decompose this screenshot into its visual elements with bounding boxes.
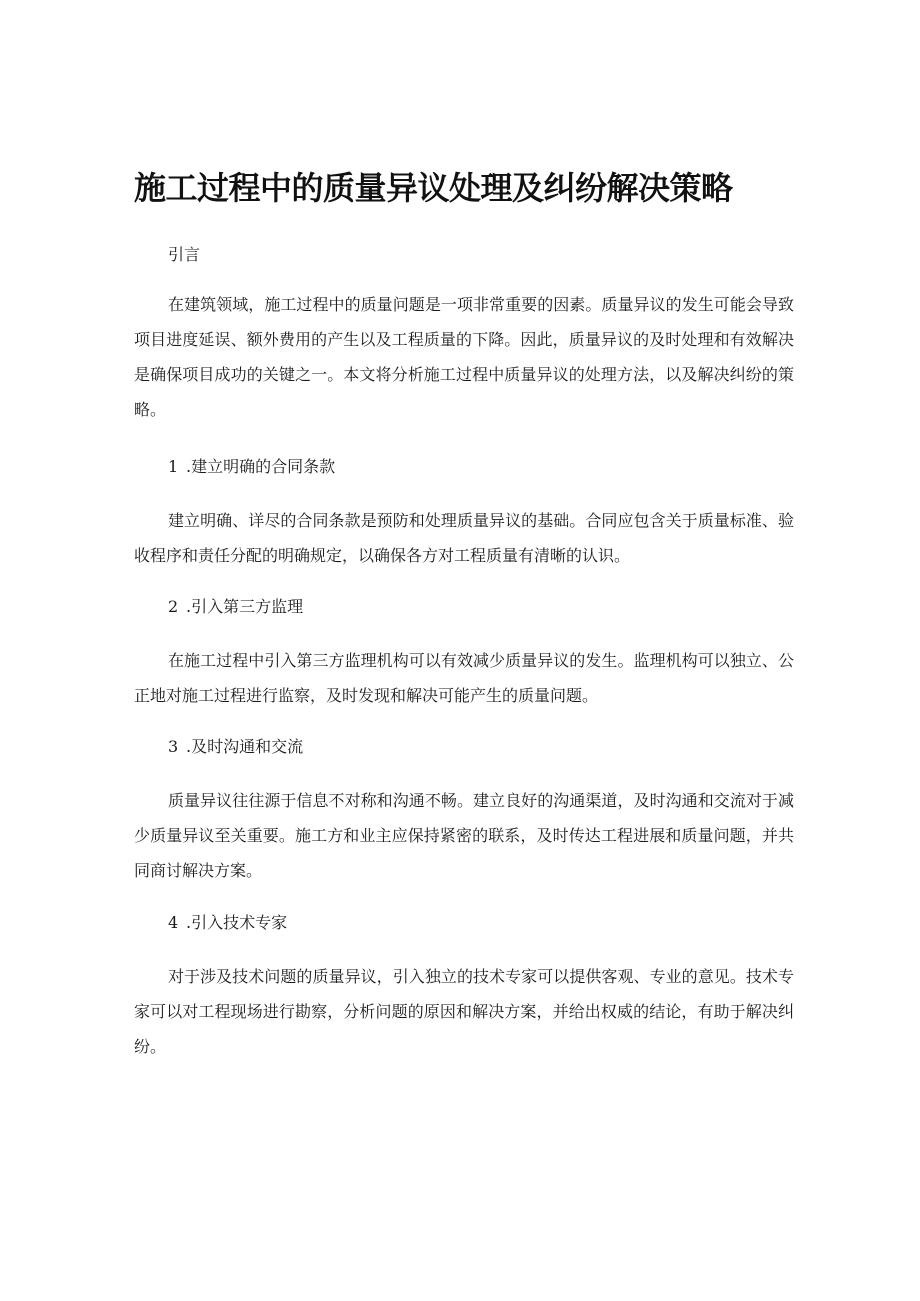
section-1-title: .建立明确的合同条款 xyxy=(186,457,336,476)
section-2-heading xyxy=(168,595,303,619)
section-2-paragraph: 在施工过程中引入第三方监理机构可以有效减少质量异议的发生。监理机构可以独立、公正地对施工过程进行监察，及时发现和解决可能产生的质量问题。 xyxy=(134,651,794,705)
section-1-paragraph: 建立明确、详尽的合同条款是预防和处理质量异议的基础。合同应包含关于质量标准、验收程序和责任分配的明确规定，以确保各方对工程质量有清晰的认识。 xyxy=(134,511,794,565)
section-4-heading xyxy=(168,911,287,935)
section-1-heading xyxy=(168,455,335,479)
section-2-number: 2 xyxy=(168,597,179,616)
section-4-title: .引入技术专家 xyxy=(186,913,288,932)
section-3-paragraph: 质量异议往往源于信息不对称和沟通不畅。建立良好的沟通渠道，及时沟通和交流对于减少质量异议至关重要。施工方和业主应保持紧密的联系，及时传达工程进展和质量问题，并共同商讨解决方案。 xyxy=(134,791,794,880)
section-1-number: 1 xyxy=(168,457,179,476)
section-4-paragraph: 对于涉及技术问题的质量异议，引入独立的技术专家可以提供客观、专业的意见。技术专家可以对工程现场进行勘察，分析问题的原因和解决方案，并给出权威的结论，有助于解决纠纷。 xyxy=(134,967,794,1056)
section-4-number: 4 xyxy=(168,913,179,932)
section-3-heading xyxy=(168,735,303,759)
intro-heading: 引言 xyxy=(168,245,201,264)
section-3-title: .及时沟通和交流 xyxy=(186,737,304,756)
section-2-title: .引入第三方监理 xyxy=(186,597,304,616)
section-3-number: 3 xyxy=(168,737,179,756)
document-title: 施工过程中的质量异议处理及纠纷解决策略 xyxy=(134,169,733,207)
intro-paragraph: 在建筑领域，施工过程中的质量问题是一项非常重要的因素。质量异议的发生可能会导致项目进度延误、额外费用的产生以及工程质量的下降。因此，质量异议的及时处理和有效解决是确保项目成功的关键之一。本文将分析施工过程中质量异议的处理方法，以及解决纠纷的策略。 xyxy=(134,295,794,419)
